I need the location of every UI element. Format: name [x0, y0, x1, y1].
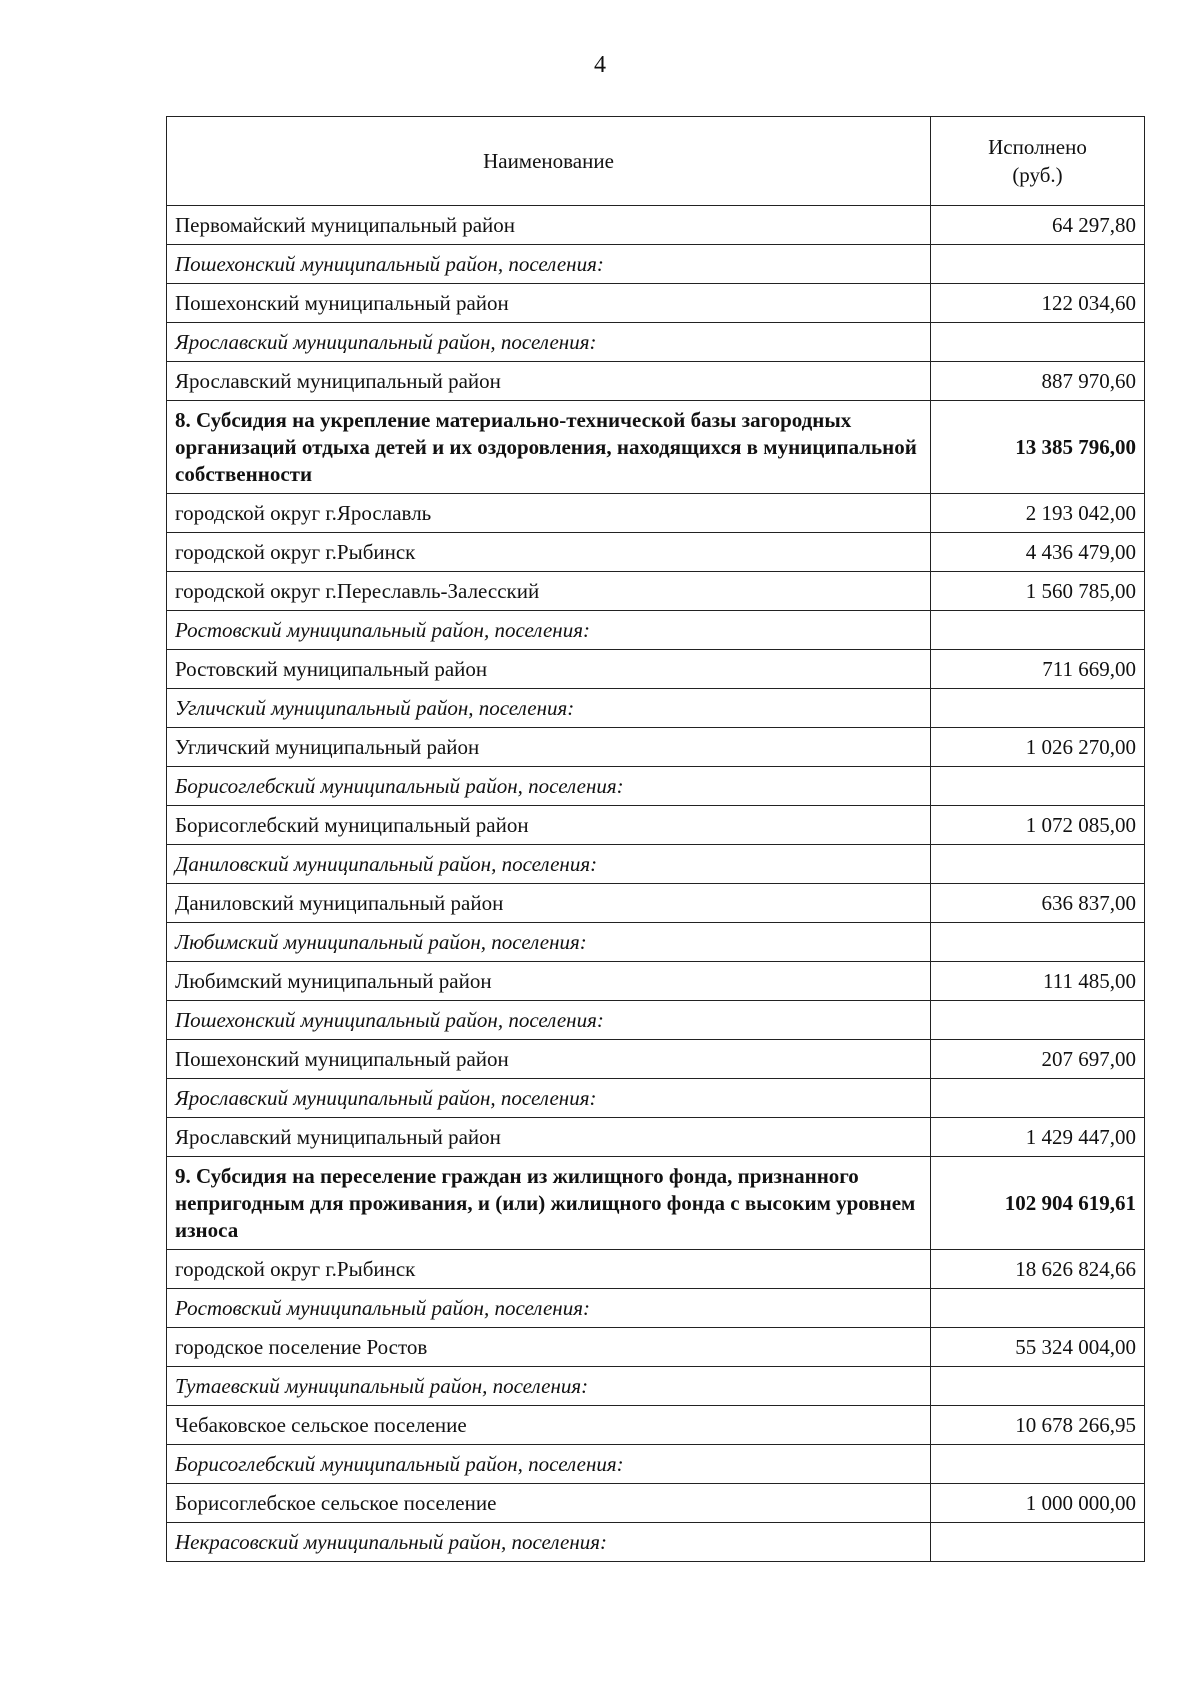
subheading-row: [167, 1523, 1145, 1562]
row-name-cell: Ростовский муниципальный район, поселения:: [167, 1289, 931, 1328]
row-name-cell: Пошехонский муниципальный район: [167, 284, 931, 323]
row-value-cell: 10 678 266,95: [931, 1406, 1145, 1445]
row-name-cell: городской округ г.Переславль-Залесский: [167, 572, 931, 611]
row-value-cell: 1 026 270,00: [931, 728, 1145, 767]
column-header-executed-line1: Исполнено: [988, 135, 1087, 159]
row-name-cell: Борисоглебское сельское поселение: [167, 1484, 931, 1523]
subheading-row: [167, 611, 1145, 650]
subheading-row: [167, 689, 1145, 728]
row-name-cell: Ростовский муниципальный район: [167, 650, 931, 689]
row-name-cell: Ярославский муниципальный район: [167, 1118, 931, 1157]
row-name-cell: Первомайский муниципальный район: [167, 206, 931, 245]
row-value-cell: [931, 1367, 1145, 1406]
row-value-cell: 4 436 479,00: [931, 533, 1145, 572]
row-name-cell: Ярославский муниципальный район: [167, 362, 931, 401]
subheading-row: [167, 923, 1145, 962]
table-row: [167, 962, 1145, 1001]
table-row: [167, 1406, 1145, 1445]
row-name-cell: Борисоглебский муниципальный район, поселения:: [167, 1445, 931, 1484]
row-value-cell: [931, 323, 1145, 362]
column-header-executed-line2: (руб.): [1012, 163, 1063, 187]
row-value-cell: [931, 1079, 1145, 1118]
row-value-cell: 111 485,00: [931, 962, 1145, 1001]
row-value-cell: 102 904 619,61: [931, 1157, 1145, 1250]
row-name-cell: Борисоглебский муниципальный район, поселения:: [167, 767, 931, 806]
row-value-cell: 55 324 004,00: [931, 1328, 1145, 1367]
row-value-cell: 887 970,60: [931, 362, 1145, 401]
row-value-cell: [931, 767, 1145, 806]
subheading-row: [167, 845, 1145, 884]
row-name-cell: Борисоглебский муниципальный район: [167, 806, 931, 845]
table-body: [167, 206, 1145, 1562]
row-value-cell: 1 000 000,00: [931, 1484, 1145, 1523]
row-value-cell: 1 072 085,00: [931, 806, 1145, 845]
row-name-cell: Некрасовский муниципальный район, поселения:: [167, 1523, 931, 1562]
row-name-cell: городской округ г.Рыбинск: [167, 1250, 931, 1289]
table-row: [167, 206, 1145, 245]
row-value-cell: [931, 1523, 1145, 1562]
table-row: [167, 1328, 1145, 1367]
row-name-cell: Ярославский муниципальный район, поселения:: [167, 323, 931, 362]
row-value-cell: [931, 845, 1145, 884]
row-value-cell: 18 626 824,66: [931, 1250, 1145, 1289]
row-value-cell: 711 669,00: [931, 650, 1145, 689]
subheading-row: [167, 767, 1145, 806]
row-value-cell: [931, 611, 1145, 650]
row-value-cell: 207 697,00: [931, 1040, 1145, 1079]
subheading-row: [167, 1445, 1145, 1484]
table-row: [167, 572, 1145, 611]
row-value-cell: 64 297,80: [931, 206, 1145, 245]
row-value-cell: 1 429 447,00: [931, 1118, 1145, 1157]
row-name-cell: Тутаевский муниципальный район, поселения:: [167, 1367, 931, 1406]
row-name-cell: 8. Субсидия на укрепление материально-технической базы загородных организаций отдыха детей и их оздоровления, находящихся в муниципальной собственности: [167, 401, 931, 494]
page-number: 4: [594, 52, 606, 78]
table-row: [167, 1250, 1145, 1289]
table-row: [167, 284, 1145, 323]
row-value-cell: [931, 689, 1145, 728]
row-name-cell: Угличский муниципальный район: [167, 728, 931, 767]
subheading-row: [167, 323, 1145, 362]
row-name-cell: Ростовский муниципальный район, поселения:: [167, 611, 931, 650]
table-row: [167, 494, 1145, 533]
subheading-row: [167, 1289, 1145, 1328]
row-name-cell: городской округ г.Рыбинск: [167, 533, 931, 572]
table-row: [167, 1484, 1145, 1523]
subheading-row: [167, 245, 1145, 284]
subheading-row: [167, 1367, 1145, 1406]
row-name-cell: 9. Субсидия на переселение граждан из жилищного фонда, признанного непригодным для проживания, и (или) жилищного фонда с высоким уровнем износа: [167, 1157, 931, 1250]
subheading-row: [167, 1001, 1145, 1040]
table-row: [167, 533, 1145, 572]
row-value-cell: [931, 923, 1145, 962]
table-row: [167, 650, 1145, 689]
row-name-cell: Ярославский муниципальный район, поселения:: [167, 1079, 931, 1118]
budget-table: [166, 116, 1145, 1562]
table-row: [167, 1118, 1145, 1157]
table-row: [167, 728, 1145, 767]
row-value-cell: 2 193 042,00: [931, 494, 1145, 533]
row-name-cell: Даниловский муниципальный район: [167, 884, 931, 923]
row-value-cell: [931, 245, 1145, 284]
row-value-cell: 1 560 785,00: [931, 572, 1145, 611]
row-value-cell: [931, 1289, 1145, 1328]
row-name-cell: Любимский муниципальный район, поселения:: [167, 923, 931, 962]
column-header-executed: [931, 117, 1145, 206]
row-value-cell: 122 034,60: [931, 284, 1145, 323]
row-value-cell: [931, 1001, 1145, 1040]
section-row: [167, 401, 1145, 494]
table-row: [167, 1040, 1145, 1079]
table-row: [167, 806, 1145, 845]
row-value-cell: [931, 1445, 1145, 1484]
row-name-cell: городское поселение Ростов: [167, 1328, 931, 1367]
row-value-cell: 636 837,00: [931, 884, 1145, 923]
table-header-row: [167, 117, 1145, 206]
row-name-cell: Пошехонский муниципальный район, поселения:: [167, 1001, 931, 1040]
row-value-cell: 13 385 796,00: [931, 401, 1145, 494]
row-name-cell: Чебаковское сельское поселение: [167, 1406, 931, 1445]
row-name-cell: Пошехонский муниципальный район, поселения:: [167, 245, 931, 284]
row-name-cell: Даниловский муниципальный район, поселения:: [167, 845, 931, 884]
section-row: [167, 1157, 1145, 1250]
table-row: [167, 362, 1145, 401]
column-header-name: Наименование: [167, 117, 931, 206]
subheading-row: [167, 1079, 1145, 1118]
row-name-cell: городской округ г.Ярославль: [167, 494, 931, 533]
row-name-cell: Пошехонский муниципальный район: [167, 1040, 931, 1079]
table-row: [167, 884, 1145, 923]
row-name-cell: Любимский муниципальный район: [167, 962, 931, 1001]
row-name-cell: Угличский муниципальный район, поселения:: [167, 689, 931, 728]
